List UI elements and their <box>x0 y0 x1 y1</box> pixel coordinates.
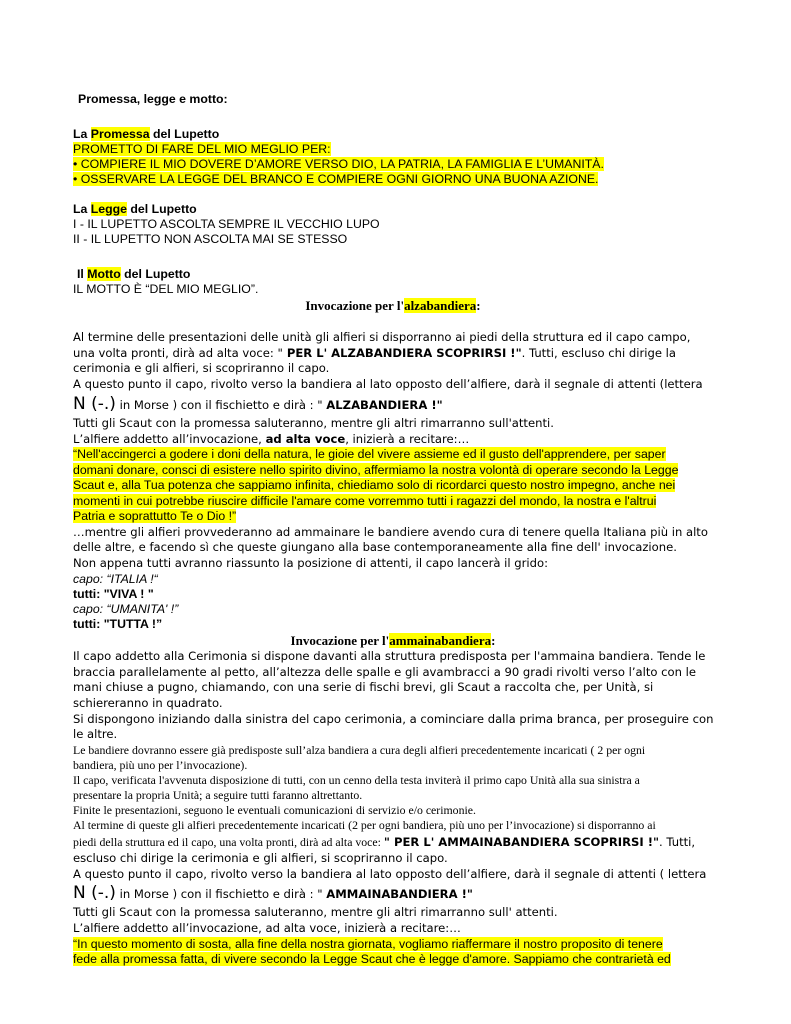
paragraph-line: Non appena tutti avranno riassunto la posizione di attenti, il capo lancerà il grido: <box>73 556 548 571</box>
motto-line: IL MOTTO È “DEL MIO MEGLIO”. <box>73 282 259 296</box>
paragraph-line: Tutti gli Scaut con la promessa saluteranno, mentre gli altri rimarranno sull'attenti. <box>73 415 554 430</box>
paragraph-line: A questo punto il capo, rivolto verso la bandiera al lato opposto dell’alfiere, darà il segnale di attenti (lettera <box>73 377 703 392</box>
motto-section <box>73 267 713 297</box>
paragraph-line: delle altre, e facendo sì che queste giungano alla base contemporaneamente alla fine dell' invocazione. <box>73 540 677 555</box>
paragraph-line: Il capo addetto alla Cerimonia si dispone davanti alla struttura predisposta per l'ammaina bandiera. Tende le <box>73 648 706 663</box>
serif-line: bandiera, più uno per l’invocazione). <box>73 758 248 773</box>
prayer-line: “Nell'accingerci a godere i doni della natura, le gioie del vivere assieme ed il gusto dell'apprendere, per saper <box>73 447 666 462</box>
paragraph-line: le altre. <box>73 727 118 742</box>
serif-line: Finite le presentazioni, seguono le eventuali comunicazioni di servizio e/o cerimonie. <box>73 803 476 818</box>
promessa-line: • OSSERVARE LA LEGGE DEL BRANCO E COMPIERE OGNI GIORNO UNA BUONA AZIONE. <box>73 172 599 186</box>
paragraph-line: L’alfiere addetto all’invocazione, ad alta voce, inizierà a recitare:… <box>73 921 461 936</box>
prayer-line: momenti in cui potrebbe riuscire difficile l'amare come vorremmo tutti i ragazzi del mondo, la nostra e l'altrui <box>73 493 657 508</box>
cry-line: capo: “ITALIA !“ <box>73 571 158 586</box>
paragraph-line: cerimonia e gli alfieri, si scopriranno il capo. <box>73 361 330 376</box>
paragraph-line: Tutti gli Scaut con la promessa saluteranno, mentre gli altri rimarranno sull' attenti. <box>73 905 558 920</box>
legge-title: La Legge del Lupetto <box>73 202 197 216</box>
morse-line: N (-.) in Morse ) con il fischietto e dirà : " ALZABANDIERA !" <box>73 393 443 414</box>
prayer-line: “In questo momento di sosta, alla fine della nostra giornata, vogliamo riaffermare il nostro proposito di tenere <box>73 936 663 951</box>
promessa-section <box>73 127 713 187</box>
alzabandiera-title: Invocazione per l'alzabandiera: <box>305 298 481 313</box>
cry-line: tutti: "TUTTA !” <box>73 616 163 631</box>
motto-title: Il Motto del Lupetto <box>77 267 191 281</box>
ammainabandiera-body <box>73 649 713 968</box>
paragraph-line: Al termine delle presentazioni delle unità gli alfieri si disporranno ai piedi della struttura ed il capo campo, <box>73 330 691 344</box>
paragraph-line: schiereranno in quadrato. <box>73 695 223 710</box>
prayer-line: domani donare, consci di esistere nello spirito divino, affermiamo la nostra volontà di operare secondo la Legge <box>73 462 679 477</box>
paragraph-line: Si dispongono iniziando dalla sinistra del capo cerimonia, a cominciare dalla prima branca, per proseguire con <box>73 711 714 726</box>
serif-line: Le bandiere dovranno essere già predisposte sull’alza bandiera a cura degli alfieri precedentemente incaricati ( 2 per ogni <box>73 743 646 758</box>
paragraph-line: escluso chi dirige la cerimonia e gli alfieri, si scopriranno il capo. <box>73 851 448 866</box>
serif-line: Il capo, verificata l'avvenuta disposizione di tutti, con un cenno della testa inviterà il primo capo Unità alla sua sinistra a <box>73 773 640 788</box>
paragraph-line: A questo punto il capo, rivolto verso la bandiera al lato opposto dell’alfiere, darà il segnale di attenti ( lettera <box>73 866 707 881</box>
document-page <box>73 92 713 968</box>
alzabandiera-body <box>73 330 713 632</box>
mixed-line: piedi della struttura ed il capo, una volta pronti, dirà ad alta voce: " PER L' AMMAINABANDIERA SCOPRIRSI !". Tutti, <box>73 835 696 850</box>
cry-line: capo: “UMANITA' !” <box>73 601 179 616</box>
morse-line: N (-.) in Morse ) con il fischietto e dirà : " AMMAINABANDIERA !" <box>73 883 473 904</box>
promessa-title: La Promessa del Lupetto <box>73 127 220 141</box>
paragraph-line: mani chiuse a pugno, chiamando, con una serie di fischi brevi, gli Scaut a raccolta che, per Unità, si <box>73 680 654 695</box>
paragraph-line: braccia parallelamente al petto, all’altezza delle spalle e gli avambracci a 90 gradi rivolti verso l’alto con le <box>73 664 697 679</box>
prayer-line: Scaut e, alla Tua potenza che sappiamo infinita, chiediamo solo di ricordarci questo nostro impegno, anche nei <box>73 478 676 493</box>
legge-line: I - IL LUPETTO ASCOLTA SEMPRE IL VECCHIO LUPO <box>73 217 380 231</box>
prayer-line: fede alla promessa fatta, di vivere secondo la Legge Scaut che è legge d'amore. Sappiamo che contrarietà ed <box>73 952 671 967</box>
legge-line: II - IL LUPETTO NON ASCOLTA MAI SE STESSO <box>73 232 348 246</box>
prayer-line: Patria e soprattutto Te o Dio !” <box>73 509 237 524</box>
paragraph-line: L’alfiere addetto all’invocazione, ad alta voce, inizierà a recitare:… <box>73 431 470 446</box>
serif-line: presentare la propria Unità; a seguire tutti faranno altrettanto. <box>73 788 363 803</box>
ammainabandiera-title: Invocazione per l'ammainabandiera: <box>290 632 496 648</box>
promessa-line: PROMETTO DI FARE DEL MIO MEGLIO PER: <box>73 142 331 156</box>
promessa-line: • COMPIERE IL MIO DOVERE D’AMORE VERSO DIO, LA PATRIA, LA FAMIGLIA E L’UMANITÀ. <box>73 157 604 171</box>
paragraph-line: …mentre gli alfieri provvederanno ad ammainare le bandiere avendo cura di tenere quella Italiana più in alto <box>73 524 708 539</box>
heading: Promessa, legge e motto: <box>78 92 228 106</box>
paragraph-line: una volta pronti, dirà ad alta voce: " PER L' ALZABANDIERA SCOPRIRSI !". Tutti, escluso chi dirige la <box>73 345 676 360</box>
serif-line: Al termine di queste gli alfieri precedentemente incaricati (2 per ogni bandiera, più uno per l’invocazione) si disporranno ai <box>73 818 656 833</box>
cry-line: tutti: "VIVA ! " <box>73 586 154 601</box>
legge-section <box>73 202 713 247</box>
